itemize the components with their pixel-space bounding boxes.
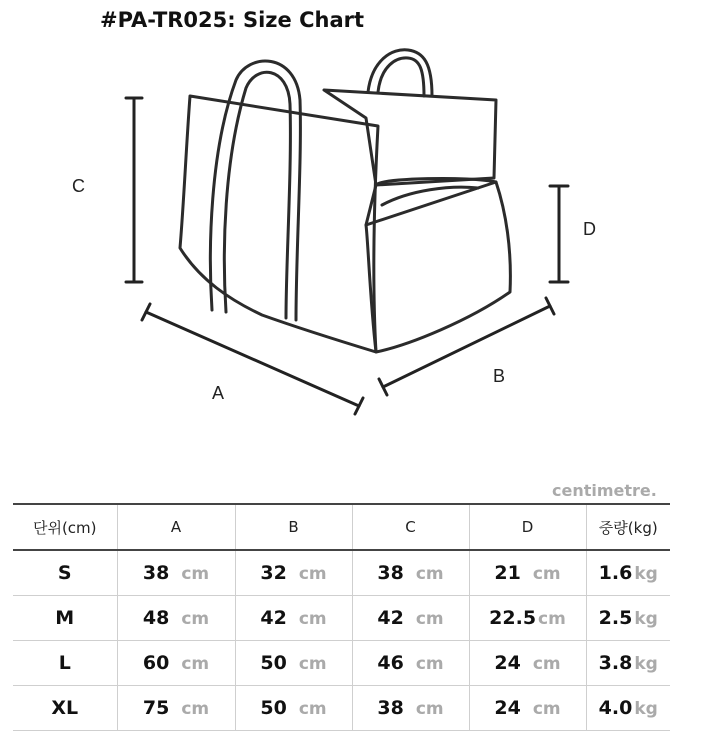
length-unit: cm: [181, 699, 210, 719]
table-row: [13, 641, 670, 686]
value-b-cell: [235, 550, 352, 596]
value-b-cell: [235, 596, 352, 641]
length-unit: cm: [181, 609, 210, 629]
back-panel: [324, 90, 496, 185]
value-d: 24: [494, 697, 521, 719]
header-c: C: [352, 504, 469, 550]
header-b: B: [235, 504, 352, 550]
length-unit: cm: [415, 699, 444, 719]
value-c-cell: [352, 596, 469, 641]
value-a: 60: [142, 652, 170, 674]
header-weight: 중량(kg): [586, 504, 670, 550]
size-cell: L: [13, 641, 117, 686]
length-unit: cm: [298, 609, 327, 629]
header-d: D: [469, 504, 586, 550]
value-a: 48: [142, 607, 170, 629]
length-unit: cm: [181, 654, 210, 674]
value-b: 32: [260, 562, 287, 584]
value-d-cell: [469, 550, 586, 596]
value-d: 21: [494, 562, 521, 584]
length-unit: cm: [415, 654, 444, 674]
weight-value: 2.5: [598, 607, 633, 629]
length-unit: cm: [415, 609, 444, 629]
value-d: 22.5: [489, 607, 537, 629]
length-unit: cm: [538, 609, 566, 629]
table-row: [13, 550, 670, 596]
weight-unit: kg: [634, 654, 658, 674]
value-d-cell: [469, 641, 586, 686]
value-b: 50: [260, 697, 287, 719]
value-a-cell: [117, 596, 235, 641]
weight-cell: [586, 550, 670, 596]
value-d-cell: [469, 686, 586, 731]
size-cell: M: [13, 596, 117, 641]
size-table: [13, 503, 670, 731]
length-unit: cm: [298, 699, 327, 719]
value-a-cell: [117, 550, 235, 596]
weight-unit: kg: [634, 609, 658, 629]
page-title: #PA-TR025: Size Chart: [100, 8, 365, 32]
length-unit: cm: [298, 564, 327, 584]
table-header-row: [13, 504, 670, 550]
table-row: [13, 596, 670, 641]
back-handle-inner: [378, 58, 424, 96]
weight-unit: kg: [634, 564, 658, 584]
value-a: 38: [142, 562, 170, 584]
weight-value: 4.0: [598, 697, 633, 719]
length-unit: cm: [532, 699, 561, 719]
dim-label-a: A: [212, 383, 225, 403]
dim-label-d: D: [583, 219, 596, 239]
side-bolster: [366, 178, 510, 352]
value-c: 38: [377, 562, 404, 584]
value-c-cell: [352, 550, 469, 596]
length-unit: cm: [181, 564, 210, 584]
value-b-cell: [235, 686, 352, 731]
size-cell: XL: [13, 686, 117, 731]
length-unit: cm: [298, 654, 327, 674]
dim-label-c: C: [72, 176, 85, 196]
value-c-cell: [352, 641, 469, 686]
value-c-cell: [352, 686, 469, 731]
weight-cell: [586, 641, 670, 686]
table-row: [13, 686, 670, 731]
value-b-cell: [235, 641, 352, 686]
value-c: 38: [377, 697, 404, 719]
length-unit: cm: [532, 654, 561, 674]
value-a: 75: [142, 697, 170, 719]
length-unit: cm: [415, 564, 444, 584]
weight-value: 1.6: [598, 562, 633, 584]
weight-unit: kg: [634, 699, 658, 719]
length-unit: cm: [532, 564, 561, 584]
weight-value: 3.8: [598, 652, 633, 674]
dim-label-b: B: [493, 366, 506, 386]
weight-cell: [586, 686, 670, 731]
value-b: 50: [260, 652, 287, 674]
dim-a-line: [146, 312, 359, 406]
value-b: 42: [260, 607, 287, 629]
value-a-cell: [117, 641, 235, 686]
value-d: 24: [494, 652, 521, 674]
size-cell: S: [13, 550, 117, 596]
value-c: 46: [377, 652, 404, 674]
header-a: A: [117, 504, 235, 550]
unit-note: centimetre.: [552, 481, 657, 500]
value-a-cell: [117, 686, 235, 731]
header-unit: 단위(cm): [13, 504, 117, 550]
value-d-cell: [469, 596, 586, 641]
weight-cell: [586, 596, 670, 641]
value-c: 42: [377, 607, 404, 629]
